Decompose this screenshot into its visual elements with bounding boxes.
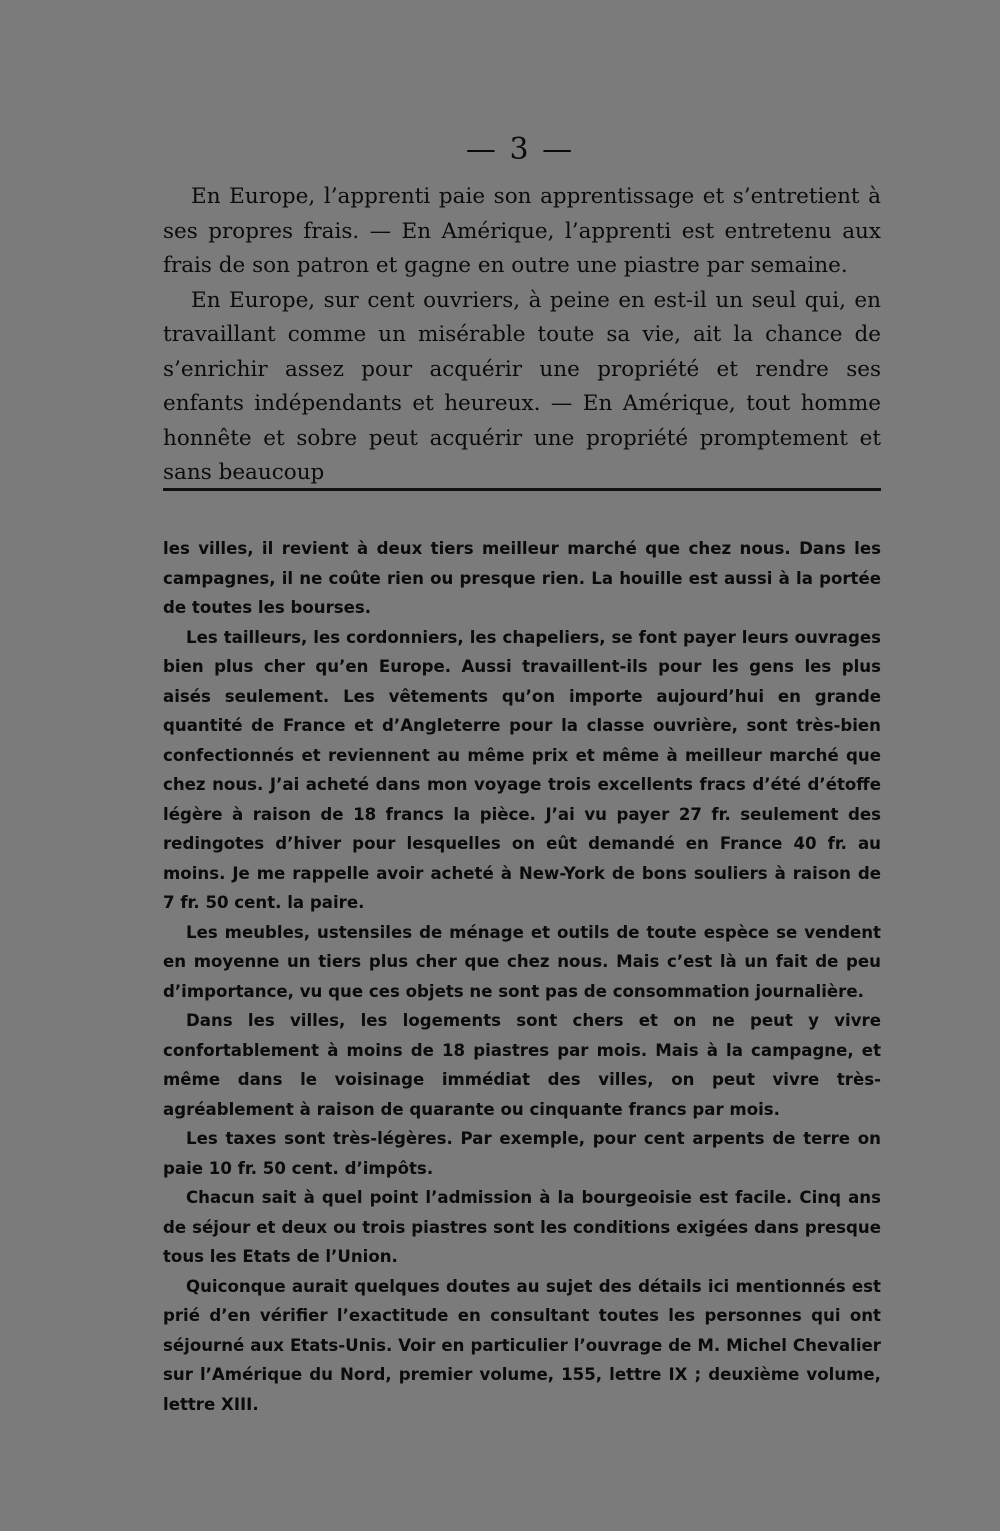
page-number: — 3 — xyxy=(465,132,575,167)
main-text xyxy=(163,180,881,491)
footnote-separator xyxy=(163,488,881,491)
footnote-paragraph: Les tailleurs, les cordonniers, les chapeliers, se font payer leurs ouvrages bien plus cher qu’en Europe. Aussi travaillent-ils pour les gens les plus aisés seulement. Les vêtements qu’on importe aujourd’hui en grande quantité de France et d’Angleterre pour la classe ouvrière, sont très-bien confectionnés et reviennent au même prix et même à meilleur marché que chez nous. J’ai acheté dans mon voyage trois excellents fracs d’été d’étoffe légère à raison de 18 francs la pièce. J’ai vu payer 27 fr. seulement des redingotes d’hiver pour lesquelles on eût demandé en France 40 fr. au moins. Je me rappelle avoir acheté à New-York de bons souliers à raison de 7 fr. 50 cent. la paire. xyxy=(163,627,881,912)
footnote-paragraph: Les taxes sont très-légères. Par exemple, pour cent arpents de terre on paie 10 fr. 50 cent. d’impôts. xyxy=(163,1129,881,1178)
footnote-paragraph: Dans les villes, les logements sont chers et on ne peut y vivre confortablement à moins de 18 piastres par mois. Mais à la campagne, et même dans le voisinage immédiat des villes, on peut vivre très-agréablement à raison de quarante ou cinquante francs par mois. xyxy=(163,1011,881,1119)
footnote-paragraph: Chacun sait à quel point l’admission à la bourgeoisie est facile. Cinq ans de séjour et deux ou trois piastres sont les conditions exigées dans presque tous les Etats de l’Union. xyxy=(163,1188,881,1266)
footnote-text xyxy=(163,534,881,1419)
main-paragraph: En Europe, sur cent ouvriers, à peine en est-il un seul qui, en travaillant comme un misérable toute sa vie, ait la chance de s’enrichir assez pour acquérir une propriété et rendre ses enfants indépendants et heureux. — En Amérique, tout homme honnête et sobre peut acquérir une propriété promptement et sans beaucoup xyxy=(163,287,881,485)
footnote-paragraph: Les meubles, ustensiles de ménage et outils de toute espèce se vendent en moyenne un tiers plus cher que chez nous. Mais c’est là un fait de peu d’importance, vu que ces objets ne sont pas de consommation journalière. xyxy=(163,922,881,1001)
footnote-paragraph: les villes, il revient à deux tiers meilleur marché que chez nous. Dans les campagnes, il ne coûte rien ou presque rien. La houille est aussi à la portée de toutes les bourses. xyxy=(163,539,881,617)
main-paragraph: En Europe, l’apprenti paie son apprentissage et s’entretient à ses propres frais. — En Amérique, l’apprenti est entretenu aux frais de son patron et gagne en outre une piastre par semaine. xyxy=(163,184,881,278)
footnote-paragraph: Quiconque aurait quelques doutes au sujet des détails ici mentionnés est prié d’en vérifier l’exactitude en consultant toutes les personnes qui ont séjourné aux Etats-Unis. Voir en particulier l’ouvrage de M. Michel Chevalier sur l’Amérique du Nord, premier volume, 155, lettre IX ; deuxième volume, lettre XIII. xyxy=(163,1276,881,1414)
